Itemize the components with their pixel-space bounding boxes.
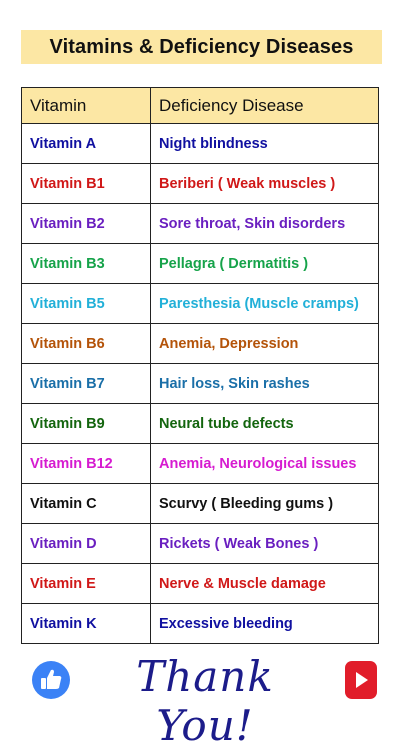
vitamin-name: Vitamin B1 — [22, 164, 151, 204]
thank-you-text: Thank You! — [136, 652, 274, 750]
deficiency-disease: Beriberi ( Weak muscles ) — [151, 164, 379, 204]
table-row — [22, 404, 379, 444]
vitamin-name: Vitamin B7 — [22, 364, 151, 404]
deficiency-disease: Scurvy ( Bleeding gums ) — [151, 484, 379, 524]
vitamin-name: Vitamin B2 — [22, 204, 151, 244]
vitamin-name: Vitamin D — [22, 524, 151, 564]
vitamin-name: Vitamin B12 — [22, 444, 151, 484]
vitamin-name: Vitamin C — [22, 484, 151, 524]
deficiency-disease: Anemia, Neurological issues — [151, 444, 379, 484]
deficiency-disease: Sore throat, Skin disorders — [151, 204, 379, 244]
deficiency-disease: Anemia, Depression — [151, 324, 379, 364]
deficiency-disease: Paresthesia (Muscle cramps) — [151, 284, 379, 324]
deficiency-disease: Hair loss, Skin rashes — [151, 364, 379, 404]
table-row — [22, 324, 379, 364]
page-title: Vitamins & Deficiency Diseases — [49, 35, 354, 58]
vitamin-name: Vitamin B9 — [22, 404, 151, 444]
table-header-row — [22, 88, 379, 124]
table-row — [22, 484, 379, 524]
vitamin-name: Vitamin B5 — [22, 284, 151, 324]
header-deficiency-disease: Deficiency Disease — [151, 88, 379, 124]
footer — [0, 648, 405, 750]
deficiency-disease: Rickets ( Weak Bones ) — [151, 524, 379, 564]
table-row — [22, 564, 379, 604]
deficiency-disease: Pellagra ( Dermatitis ) — [151, 244, 379, 284]
deficiency-disease: Night blindness — [151, 124, 379, 164]
table-row — [22, 444, 379, 484]
title-banner — [21, 30, 382, 64]
vitamin-name: Vitamin B3 — [22, 244, 151, 284]
table-row — [22, 364, 379, 404]
table-row — [22, 124, 379, 164]
header-vitamin: Vitamin — [22, 88, 151, 124]
table-row — [22, 524, 379, 564]
play-button-icon[interactable] — [345, 661, 377, 699]
thumbs-up-icon[interactable] — [31, 660, 71, 700]
deficiency-disease: Nerve & Muscle damage — [151, 564, 379, 604]
table-row — [22, 164, 379, 204]
table-row — [22, 244, 379, 284]
table-row — [22, 204, 379, 244]
table-row — [22, 284, 379, 324]
vitamin-name: Vitamin E — [22, 564, 151, 604]
vitamin-name: Vitamin A — [22, 124, 151, 164]
vitamin-table — [21, 87, 379, 644]
vitamin-name: Vitamin B6 — [22, 324, 151, 364]
vitamin-name: Vitamin K — [22, 604, 151, 644]
deficiency-disease: Neural tube defects — [151, 404, 379, 444]
deficiency-disease: Excessive bleeding — [151, 604, 379, 644]
table-row — [22, 604, 379, 644]
